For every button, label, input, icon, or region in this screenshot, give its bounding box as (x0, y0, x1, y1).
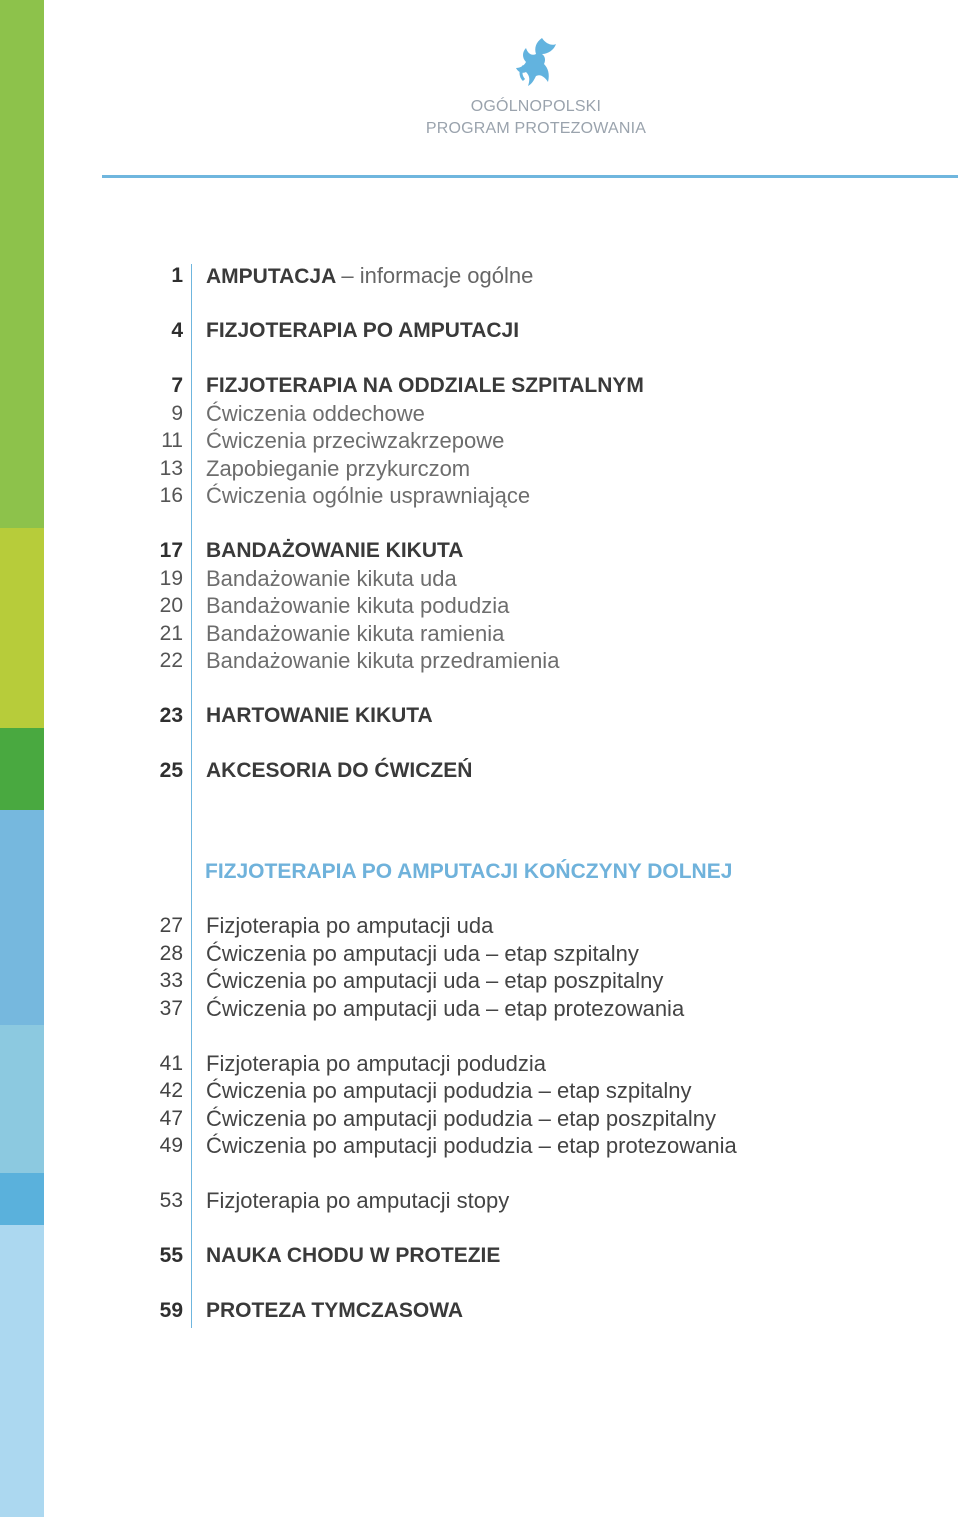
page-number: 9 (171, 402, 183, 425)
entry-title: PROTEZA TYMCZASOWA (206, 1299, 464, 1322)
entry-title: FIZJOTERAPIA PO AMPUTACJI (206, 319, 520, 342)
entry-title: Ćwiczenia po amputacji uda – etap protezowania (206, 996, 685, 1021)
section-heading: FIZJOTERAPIA PO AMPUTACJI KOŃCZYNY DOLNEJ (205, 860, 733, 883)
page-number: 13 (159, 457, 183, 480)
color-segment-2 (0, 528, 44, 728)
toc-entry[interactable] (120, 995, 920, 1023)
entry-subtitle: – informacje ogólne (341, 263, 534, 288)
page-number: 4 (171, 319, 183, 342)
color-segment-5 (0, 1025, 44, 1173)
page-number: 19 (159, 567, 183, 590)
toc-entry[interactable] (120, 317, 920, 345)
page-number: 49 (159, 1134, 183, 1157)
toc-entry[interactable] (120, 1242, 920, 1270)
page-number: 1 (171, 264, 183, 287)
toc-entry[interactable] (120, 647, 920, 675)
page-number: 20 (159, 594, 183, 617)
toc-entry[interactable] (120, 262, 920, 290)
entry-title: FIZJOTERAPIA NA ODDZIALE SZPITALNYM (206, 374, 644, 397)
toc-entry[interactable] (120, 482, 920, 510)
toc-entry[interactable] (120, 1297, 920, 1325)
toc-entry[interactable] (120, 427, 920, 455)
entry-title: Fizjoterapia po amputacji stopy (206, 1188, 510, 1213)
color-segment-3 (0, 728, 44, 810)
entry-title: Bandażowanie kikuta przedramienia (206, 648, 560, 673)
org-line-1: OGÓLNOPOLSKI (470, 98, 602, 115)
eagle-logo-icon (512, 36, 558, 88)
entry-title: Fizjoterapia po amputacji uda (206, 913, 494, 938)
page-number: 16 (159, 484, 183, 507)
side-color-bar (0, 0, 44, 1517)
page-number: 22 (159, 649, 183, 672)
toc-entry[interactable] (120, 592, 920, 620)
toc-entry[interactable] (120, 912, 920, 940)
page-number: 55 (159, 1244, 183, 1267)
toc-entry[interactable] (120, 400, 920, 428)
page-number: 21 (159, 622, 183, 645)
color-segment-6 (0, 1173, 44, 1225)
toc-entry[interactable] (120, 1050, 920, 1078)
toc-entry[interactable] (120, 757, 920, 785)
entry-title: Ćwiczenia po amputacji uda – etap poszpitalny (206, 968, 664, 993)
entry-title: HARTOWANIE KIKUTA (206, 704, 433, 727)
color-segment-7 (0, 1225, 44, 1517)
page-number: 37 (159, 997, 183, 1020)
entry-title: Bandażowanie kikuta ramienia (206, 621, 505, 646)
page-number: 33 (159, 969, 183, 992)
header-divider (102, 175, 958, 178)
page-number: 28 (159, 942, 183, 965)
entry-title: Ćwiczenia oddechowe (206, 401, 425, 426)
toc-entry[interactable] (120, 967, 920, 995)
entry-title: Zapobieganie przykurczom (206, 456, 471, 481)
toc-entry[interactable] (120, 372, 920, 400)
toc-entry[interactable] (120, 1187, 920, 1215)
toc-entry[interactable] (120, 455, 920, 483)
entry-title: NAUKA CHODU W PROTEZIE (206, 1244, 501, 1267)
color-segment-1 (0, 0, 44, 528)
toc-entry[interactable] (120, 537, 920, 565)
page-number: 23 (159, 704, 183, 727)
toc-entry[interactable] (120, 1077, 920, 1105)
page-number: 41 (159, 1052, 183, 1075)
entry-title: Fizjoterapia po amputacji podudzia (206, 1051, 546, 1076)
toc-entry[interactable] (120, 1105, 920, 1133)
entry-title: Ćwiczenia przeciwzakrzepowe (206, 428, 505, 453)
entry-title: BANDAŻOWANIE KIKUTA (206, 539, 464, 562)
page-number: 17 (159, 539, 183, 562)
page-number: 11 (161, 429, 183, 452)
entry-title: Ćwiczenia po amputacji podudzia – etap poszpitalny (206, 1106, 716, 1131)
entry-title: AKCESORIA DO ĆWICZEŃ (206, 759, 473, 782)
org-line-2: PROGRAM PROTEZOWANIA (425, 120, 647, 137)
entry-title: Ćwiczenia po amputacji podudzia – etap protezowania (206, 1133, 737, 1158)
page-number: 7 (171, 374, 183, 397)
organization-name (400, 96, 672, 140)
entry-title: AMPUTACJA – informacje ogólne (206, 263, 534, 288)
page-number: 53 (159, 1189, 183, 1212)
entry-title: Ćwiczenia po amputacji uda – etap szpitalny (206, 941, 639, 966)
toc-entry[interactable] (120, 940, 920, 968)
toc-entry[interactable] (120, 1132, 920, 1160)
toc-entry[interactable] (120, 702, 920, 730)
page-number: 47 (159, 1107, 183, 1130)
page-number: 42 (159, 1079, 183, 1102)
page-number: 59 (159, 1299, 183, 1322)
page-number: 27 (159, 914, 183, 937)
toc-entry[interactable] (120, 565, 920, 593)
entry-title: Bandażowanie kikuta uda (206, 566, 457, 591)
entry-title: Ćwiczenia ogólnie usprawniające (206, 483, 531, 508)
toc-entry[interactable] (120, 620, 920, 648)
color-segment-4 (0, 810, 44, 1025)
entry-title: Ćwiczenia po amputacji podudzia – etap szpitalny (206, 1078, 692, 1103)
page-number: 25 (159, 759, 183, 782)
entry-title: Bandażowanie kikuta podudzia (206, 593, 510, 618)
